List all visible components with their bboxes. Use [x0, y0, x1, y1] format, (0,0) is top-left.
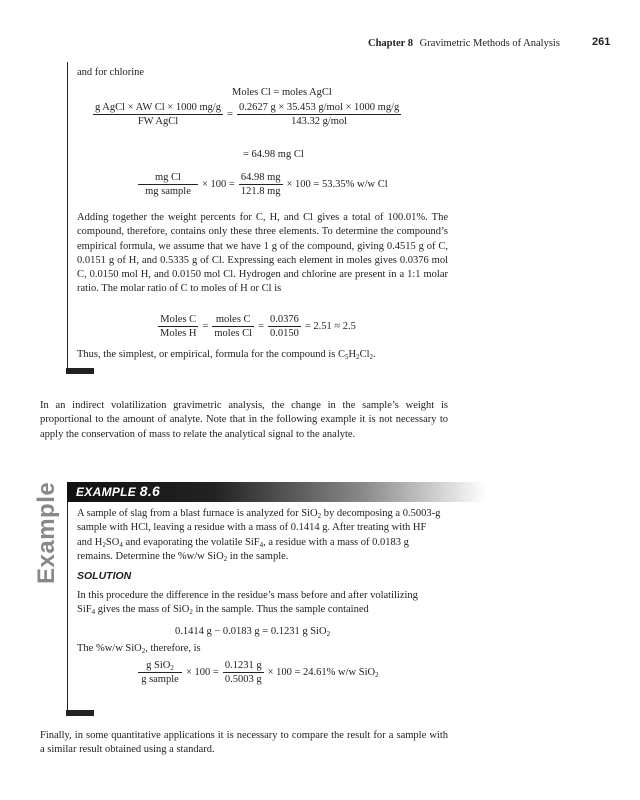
fraction-values: [223, 660, 264, 685]
numerator: 64.98 mg: [240, 172, 281, 183]
text: gives the mass of SiO: [95, 604, 190, 616]
denominator: g sample: [141, 674, 179, 685]
result: = 2.51 ≈ 2.5: [304, 321, 356, 332]
solution-heading: SOLUTION: [77, 570, 132, 582]
running-header: [368, 38, 560, 49]
subscript: 2: [170, 664, 174, 672]
example-number: 8.6: [139, 483, 161, 499]
denominator: mg sample: [145, 186, 191, 197]
example-end-bar: [66, 710, 94, 716]
numerator: g AgCl × AW Cl × 1000 mg/g: [95, 102, 222, 113]
problem-line: [77, 536, 448, 550]
equation-molar-ratio: [158, 314, 360, 339]
example-problem: [77, 507, 448, 564]
numerator: 0.2627 g × 35.453 g/mol × 1000 mg/g: [238, 102, 400, 113]
equals-sign: =: [227, 109, 233, 120]
text: , a residue with a mass of 0.0183 g: [263, 536, 409, 548]
subscript: 2: [102, 540, 106, 549]
fraction-values: [268, 314, 301, 339]
paragraph-finally: Finally, in some quantitative applications it is necessary to compare the result for a sample with a similar result obtained using a standard.: [40, 730, 448, 756]
result: [268, 667, 379, 678]
subscript: 4: [91, 608, 96, 617]
text: In this procedure the difference in the residue’s mass before and after volatilizing: [77, 590, 418, 601]
text: 0.1414 g − 0.0183 g = 0.1231 g SiO: [175, 626, 327, 637]
paragraph-adding: Adding together the weight percents for C, H, and Cl gives a total of 100.01%. The compound, therefore, contains only these three elements. To determine the compound’s empirical formula, we assume that we have 1 g of the compound, giving 0.4515 g of C, 0.0151 g of H, and 0.5335 g of Cl. Expressing each element in moles gives 0.0376 mol C, 0.0150 mol H, and 0.0150 mol Cl. Hydrogen and chlorine are present in a 1:1 molar ratio. The molar ratio of C to moles of H or Cl is: [77, 212, 448, 295]
fraction-moles-c-cl: [212, 314, 254, 339]
numerator: mg Cl: [138, 172, 198, 185]
chapter-title: Gravimetric Methods of Analysis: [419, 38, 560, 49]
subscript: 4: [259, 540, 264, 549]
text: , therefore, is: [145, 643, 201, 654]
text: Cl: [359, 349, 370, 360]
text: in the sample.: [227, 550, 289, 562]
problem-line: [77, 521, 448, 535]
equation-g-agcl: [93, 102, 401, 127]
text: The %w/w SiO: [77, 643, 142, 654]
example-label: [76, 483, 160, 499]
denominator: 0.0150: [269, 328, 299, 339]
example-word: EXAMPLE: [76, 485, 137, 499]
text: SiF: [77, 604, 92, 616]
text: A sample of slag from a blast furnace is analyzed for SiO: [77, 508, 318, 519]
text: and evaporating the volatile SiF: [122, 536, 260, 548]
operator: × 100 =: [186, 667, 219, 678]
fraction-right: [237, 102, 401, 127]
numerator: [138, 660, 182, 673]
denominator: moles Cl: [214, 328, 253, 339]
text: by decomposing a 0.5003-g: [321, 508, 441, 519]
equation-final-percent: [138, 660, 383, 685]
denominator: 0.5003 g: [224, 674, 262, 685]
fraction-mg-cl: [138, 172, 198, 197]
fraction-g-sio2: [138, 660, 182, 685]
equals-sign: =: [258, 321, 264, 332]
fraction-left: [93, 102, 223, 127]
equals-sign: =: [202, 321, 209, 332]
subscript: 2: [326, 630, 331, 638]
thus-empirical: [77, 348, 376, 362]
numerator: 0.0376: [269, 314, 299, 325]
text: .: [373, 349, 376, 360]
therefore-line: [77, 642, 201, 656]
subscript: 2: [189, 608, 193, 617]
line: [77, 603, 418, 617]
problem-line: [77, 550, 448, 564]
subscript: 2: [375, 671, 379, 679]
text: Thus, the simplest, or empirical, formula for the compound is C: [77, 349, 345, 360]
text: sample with HCl, leaving a residue with a mass of 0.1414 g. After treating with HF: [77, 522, 427, 534]
denominator: Moles H: [160, 328, 197, 339]
numerator: moles C: [212, 314, 254, 327]
denominator: 121.8 mg: [240, 186, 281, 197]
solution-text: [77, 589, 418, 618]
text: in the sample. Thus the sample contained: [192, 604, 369, 616]
page-number: 261: [592, 36, 611, 48]
fraction-values: [239, 172, 283, 197]
text: and H: [77, 536, 103, 548]
subscript: 2: [356, 353, 360, 361]
text: g SiO: [146, 660, 171, 671]
denominator: 143.32 g/mol: [291, 116, 348, 127]
subscript: 2: [141, 647, 146, 655]
text: H: [348, 349, 357, 360]
text: SO: [105, 536, 120, 548]
subscript: 5: [345, 353, 349, 361]
subscript: 4: [119, 540, 123, 549]
numerator: Moles C: [158, 314, 198, 327]
subscript: 2: [369, 353, 374, 361]
example-side-word: Example: [33, 481, 60, 584]
subscript: 2: [317, 512, 322, 520]
numerator: 0.1231 g: [224, 660, 262, 671]
paragraph-indirect: In an indirect volatilization gravimetric analysis, the change in the sample’s weight is proportional to the amount of analyte. Note that in the following example it is not necessary to apply the conservation of mass to relate the analytical signal to the analyte.: [40, 400, 448, 440]
example-left-rule-top: [67, 62, 68, 374]
fraction-moles-c-h: [158, 314, 198, 339]
problem-line: [77, 507, 448, 521]
example-end-bar-top: [66, 368, 94, 374]
text: × 100 = 24.61% w/w SiO: [267, 667, 376, 678]
equation-difference: [175, 625, 330, 639]
example-left-rule: [67, 502, 68, 716]
equation-mg-cl: = 64.98 mg Cl: [243, 149, 304, 160]
chapter-label: Chapter 8: [368, 38, 414, 49]
denominator: FW AgCl: [137, 116, 179, 127]
result: × 100 = 53.35% w/w Cl: [286, 179, 388, 190]
intro-chlorine: and for chlorine: [77, 67, 145, 78]
subscript: 2: [223, 554, 228, 563]
operator: × 100 =: [202, 179, 235, 190]
equation-percent-cl: [138, 172, 392, 197]
equation-moles-cl: Moles Cl = moles AgCl: [232, 87, 332, 98]
text: remains. Determine the %w/w SiO: [77, 550, 224, 562]
